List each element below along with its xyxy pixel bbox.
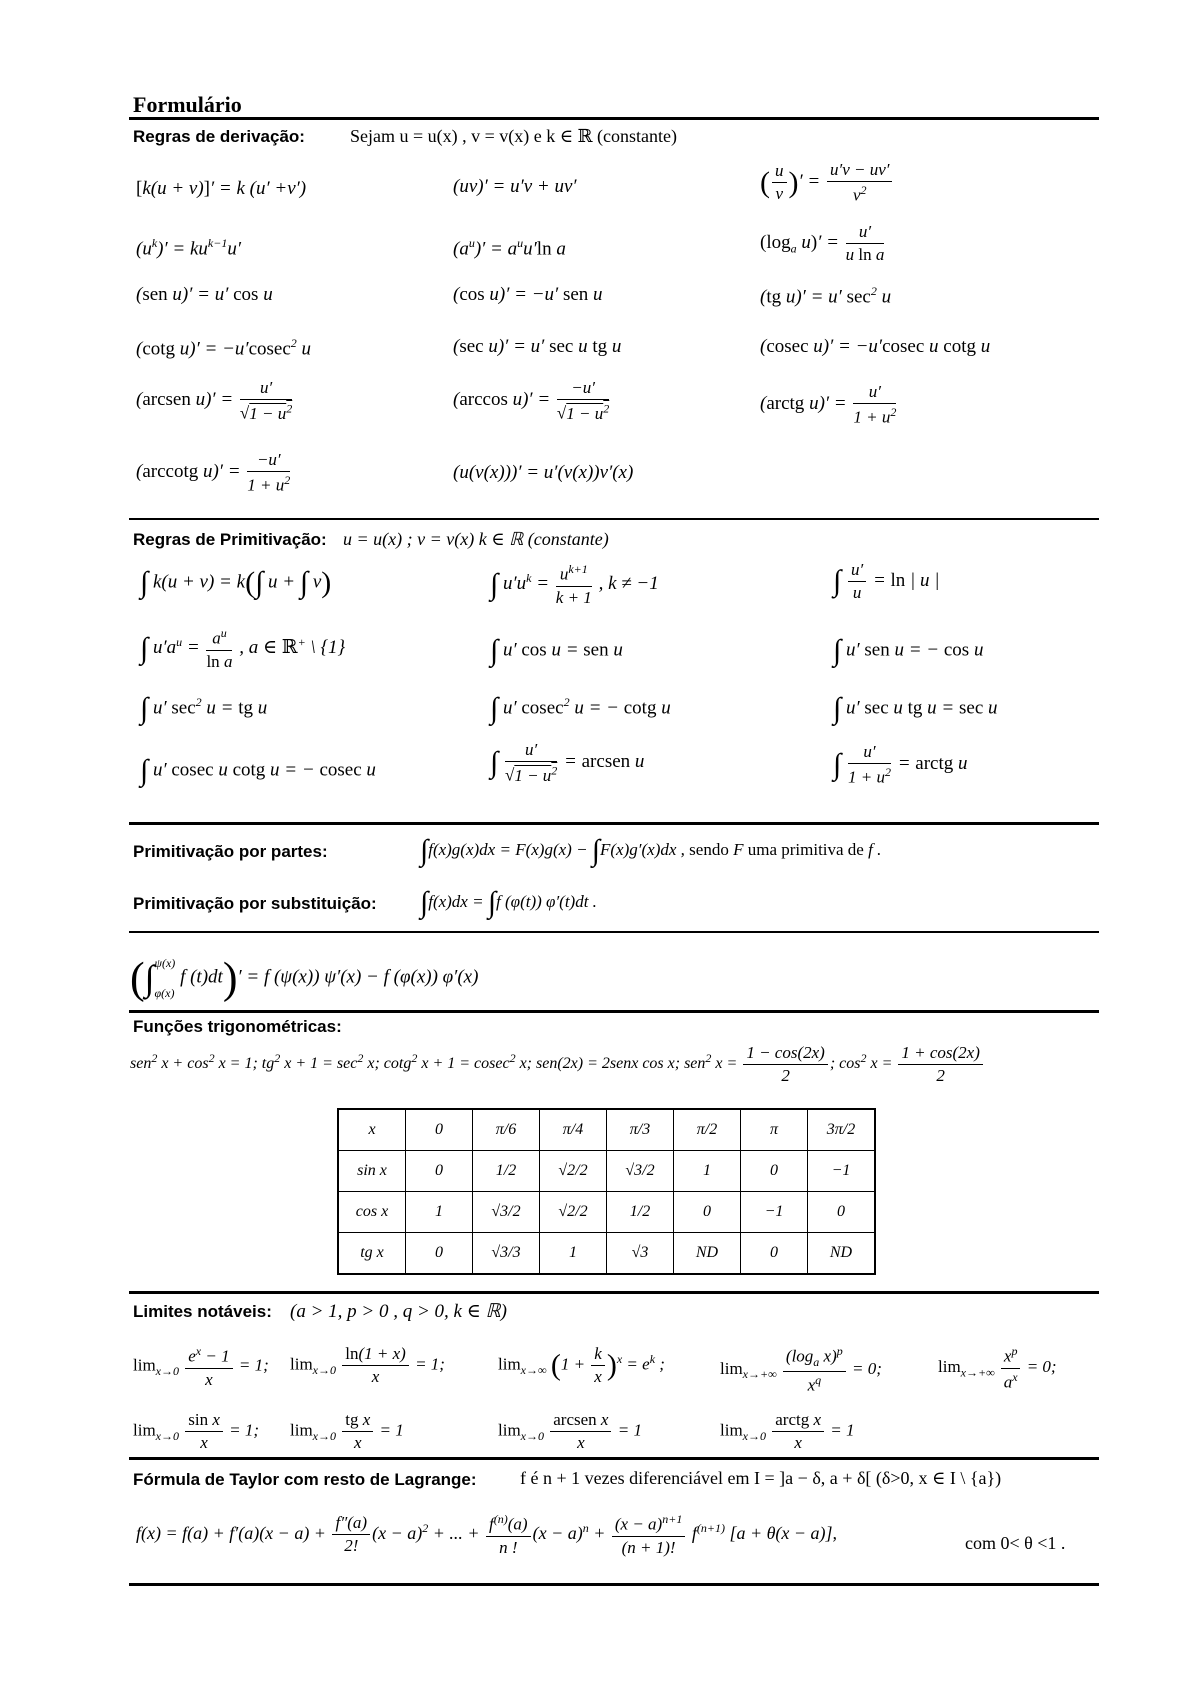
substitution-header: Primitivação por substituição: xyxy=(133,894,377,913)
trig-table-cell: 1/2 xyxy=(607,1192,674,1233)
limit-formula-1: $\lim_{x\to 0}$ $\frac{e^x - 1}{x}$ = 1; xyxy=(133,1344,269,1389)
deriv-formula-10: (cotg u)′ = −u′cosec$^2$ u xyxy=(136,336,312,360)
prim-formula-1: ∫ k(u + v) = k(∫ u + ∫ v) xyxy=(140,566,332,599)
trig-table-cell: tg x xyxy=(338,1233,406,1275)
prim-formula-5: ∫ u′ cos u = sen u xyxy=(490,634,623,667)
limit-formula-4: $\lim_{x\to+\infty}$ $\frac{(\log_a x)^p}{x^q}$ = 0; xyxy=(720,1344,882,1395)
derivation-note: Sejam u = u(x) , v = v(x) e k ∈ ℝ (constante) xyxy=(350,126,678,146)
leibniz-formula: (∫ ψ(x) φ(x) f (t)dt)′ = f (ψ(x)) ψ′(x) − f (φ(x)) φ′(x) xyxy=(130,953,479,1003)
section-rule xyxy=(129,931,1099,933)
deriv-formula-7: (sen u)′ = u′ cos u xyxy=(136,284,273,305)
trig-table-cell: 3π/2 xyxy=(808,1109,876,1151)
trig-table-cell: √3 xyxy=(607,1233,674,1275)
deriv-formula-13: (arcsen u)′ = $\frac{u'}{√1 - u^2}$ xyxy=(136,378,293,423)
trig-table-cell: 1 xyxy=(674,1151,741,1192)
deriv-formula-4: $(u^k)' = ku^{k-1}u'$ xyxy=(136,236,241,260)
deriv-formula-3: ( $\frac{u}{v}$ )′ = $\frac{u'v - uv'}{v^2}$ xyxy=(760,160,894,206)
deriv-formula-1: [k(u + v)]′ = k (u′ +v′) xyxy=(136,178,307,199)
taylor-note: f é n + 1 vezes diferenciável em I = ]a − δ, a + δ[ (δ>0, x ∈ I \ {a}) xyxy=(520,1468,1002,1488)
limit-formula-9: $\lim_{x\to 0}$ arctg x x = 1 xyxy=(720,1410,855,1452)
trig-table-cell: 0 xyxy=(808,1192,876,1233)
trig-table-cell: ND xyxy=(808,1233,876,1275)
prim-formula-4: ∫ $u'a^u$ = $\frac{a^u}{\text{ln a}}$ , a ∈ ℝ+ \ {1} xyxy=(140,626,346,671)
limits-note: (a > 1, p > 0 , q > 0, k ∈ ℝ) xyxy=(290,1301,507,1322)
limit-formula-7: $\lim_{x\to 0}$ $\frac{\text{tg x}}{x}$ = 1 xyxy=(290,1410,404,1452)
trig-table-cell: π/2 xyxy=(674,1109,741,1151)
trig-values-table xyxy=(337,1108,876,1275)
limit-formula-3: $\lim_{x\to\infty} (1$ + $\frac{k}{x}$ )$^x = e^k$ ; xyxy=(498,1344,665,1386)
limit-formula-2: $\lim_{x\to 0}$ $\frac{\ln(1 + x)}{x}$ = 1; xyxy=(290,1344,445,1386)
trig-table-cell: 0 xyxy=(406,1109,473,1151)
trig-table-cell: π xyxy=(741,1109,808,1151)
section-rule xyxy=(129,1457,1099,1460)
derivation-header: Regras de derivação: xyxy=(133,127,305,146)
trig-table-cell: 0 xyxy=(674,1192,741,1233)
deriv-formula-15: (arctg u)′ = $\frac{u'}{1 + u^2}$ xyxy=(760,382,897,427)
trig-table-header-row xyxy=(338,1109,875,1151)
deriv-formula-17: (u(v(x)))′ = u′(v(x))v′(x) xyxy=(453,462,634,483)
section-rule xyxy=(129,1291,1099,1294)
prim-formula-6: ∫ u′ sen u = − cos u xyxy=(833,634,984,667)
trig-table-row xyxy=(338,1233,875,1275)
limits-header: Limites notáveis: xyxy=(133,1302,272,1321)
section-rule xyxy=(129,1010,1099,1013)
trig-table-cell: −1 xyxy=(741,1192,808,1233)
deriv-formula-9: (tg u)′ = u′ $\sec^2 u$ xyxy=(760,284,892,308)
deriv-formula-6: ($\log_a$ u)′ = $\frac{u'}{\text{u ln a}}$ xyxy=(760,222,885,264)
deriv-formula-2: (uv)′ = u′v + uv′ xyxy=(453,176,577,197)
primitivation-header: Regras de Primitivação: xyxy=(133,530,327,549)
taylor-header: Fórmula de Taylor com resto de Lagrange: xyxy=(133,1470,477,1489)
trig-header: Funções trigonométricas: xyxy=(133,1017,342,1036)
trig-table-cell: √2/2 xyxy=(540,1192,607,1233)
limit-formula-6: $\lim_{x\to 0}$ $\frac{\text{sin x}}{x}$ = 1; xyxy=(133,1410,260,1452)
trig-table-cell: √3/2 xyxy=(607,1151,674,1192)
trig-table-cell: 1/2 xyxy=(473,1151,540,1192)
trig-table-cell: π/4 xyxy=(540,1109,607,1151)
trig-table-cell: cos x xyxy=(338,1192,406,1233)
taylor-formula: f(x) = f(a) + f′(a)(x − a) + $\frac{f''(a)}{2!}$ $(x - a)^2$ + ... + $\frac{f^{(n)}(a)}{n !}$ $(x - a)^n$ + $\frac{(x - a)^{n+1}}{(n + 1)!}$ $f^{(n+1)}$ [a + θ(x − a)], xyxy=(136,1512,838,1557)
section-rule xyxy=(129,822,1099,825)
prim-formula-12: ∫ $\frac{u'}{1 + u^2}$ = arctg u xyxy=(833,742,968,787)
section-rule xyxy=(129,518,1099,520)
trig-table-cell: 0 xyxy=(406,1233,473,1275)
trig-table-cell: 0 xyxy=(406,1151,473,1192)
trig-table-cell: 1 xyxy=(406,1192,473,1233)
trig-table-cell: √3/2 xyxy=(473,1192,540,1233)
trig-table-cell: 1 xyxy=(540,1233,607,1275)
trig-table-cell: 0 xyxy=(741,1233,808,1275)
deriv-formula-16: (arccotg u)′ = $\frac{-u'}{1 + u^2}$ xyxy=(136,450,291,495)
trig-table-cell: √2/2 xyxy=(540,1151,607,1192)
limit-formula-8: $\lim_{x\to 0}$ arcsen x x = 1 xyxy=(498,1410,642,1452)
deriv-formula-5: $(a^u)' = a^uu'\ln$ a xyxy=(453,236,566,260)
prim-formula-3: ∫ $\frac{u'}{u}$ = ln | u | xyxy=(833,560,940,602)
parts-header: Primitivação por partes: xyxy=(133,842,328,861)
trig-table-cell: π/6 xyxy=(473,1109,540,1151)
deriv-formula-11: (sec u)′ = u′ sec u tg u xyxy=(453,336,622,357)
prim-formula-9: ∫ u′ sec u tg u = sec u xyxy=(833,692,998,725)
prim-formula-7: ∫ u′ $\sec^2 u$ = tg u xyxy=(140,692,268,725)
prim-formula-10: ∫ u′ cosec u cotg u = − cosec u xyxy=(140,754,376,787)
primitivation-note: u = u(x) ; v = v(x) k ∈ ℝ (constante) xyxy=(343,529,609,549)
limit-formula-5: $\lim_{x\to+\infty}$ $\frac{x^p}{a^x}$ = 0; xyxy=(938,1344,1057,1392)
trig-table-cell: −1 xyxy=(808,1151,876,1192)
prim-formula-11: ∫ $\frac{u'}{√1 - u^2}$ = arcsen u xyxy=(490,740,645,785)
trig-identities: sen$^2$ $x + \cos^2 x = 1$; $tg^2$ $x + 1 = \sec^2 x$; cotg$^2$ x + 1 = cosec$^2$ x; sen(2x) = 2senx cos x; sen$^2$ x = $\frac{1 - \cos(2x)}{2}$ ; $\cos^2 x$ = $\frac{1 + \cos(2x)}{2}$ xyxy=(130,1043,985,1086)
deriv-formula-12: (cosec u)′ = −u′cosec u cotg u xyxy=(760,336,991,357)
deriv-formula-8: (cos u)′ = −u′ sen u xyxy=(453,284,603,305)
prim-formula-8: ∫ u′ cosec$^2$ u = − cotg u xyxy=(490,692,671,725)
trig-table-cell: x xyxy=(338,1109,406,1151)
substitution-formula: ∫f(x)dx = ∫f (φ(t)) φ′(t)dt . xyxy=(420,886,597,919)
deriv-formula-14: (arccos u)′ = $\frac{-u'}{√1 - u^2}$ xyxy=(453,378,610,423)
trig-table-cell: sin x xyxy=(338,1151,406,1192)
trig-table-cell: π/3 xyxy=(607,1109,674,1151)
title-rule xyxy=(129,117,1099,120)
bottom-rule xyxy=(129,1583,1099,1586)
trig-table-cell: 0 xyxy=(741,1151,808,1192)
trig-table-cell: √3/3 xyxy=(473,1233,540,1275)
parts-formula: ∫f(x)g(x)dx = F(x)g(x) − ∫F(x)g′(x)dx , sendo F uma primitiva de f . xyxy=(420,834,882,867)
trig-table-row xyxy=(338,1151,875,1192)
taylor-condition: com 0< θ <1 . xyxy=(965,1533,1066,1553)
page-title: Formulário xyxy=(133,92,242,117)
prim-formula-2: ∫ $u'u^k$ = $\frac{u^{k+1}}{k + 1}$ , k ≠ −1 xyxy=(490,562,659,607)
trig-table-row xyxy=(338,1192,875,1233)
trig-table-cell: ND xyxy=(674,1233,741,1275)
